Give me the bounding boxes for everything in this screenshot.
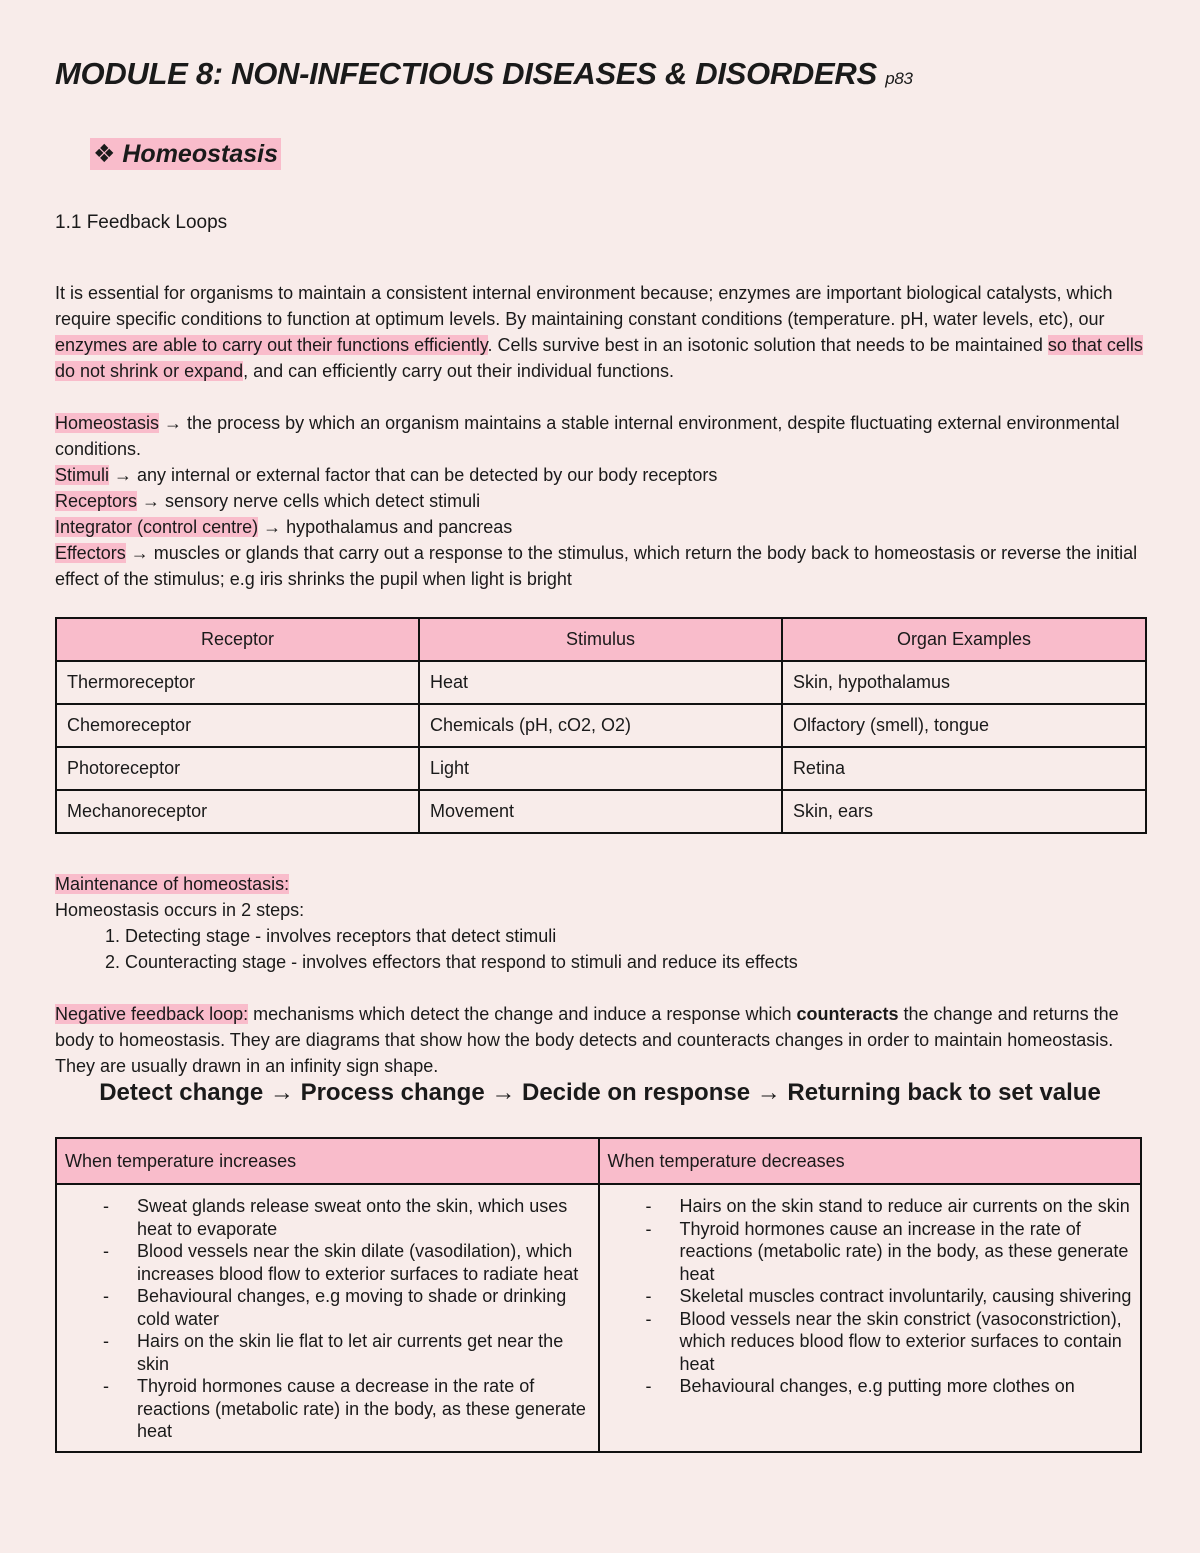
increase-cell: [56, 1184, 599, 1452]
table-cell: Thermoreceptor: [56, 661, 419, 704]
decrease-cell: [599, 1184, 1142, 1452]
negative-bold-word: counteracts: [796, 1004, 899, 1024]
dash-bullet: -: [103, 1286, 109, 1306]
maintenance-section: [55, 871, 1150, 975]
list-item-text: Hairs on the skin lie flat to let air currents get near the skin: [137, 1331, 564, 1374]
definition-integrator: [55, 514, 1150, 540]
dash-bullet: -: [645, 1218, 652, 1239]
definition-term: Stimuli: [55, 465, 110, 485]
list-item: 2. Counteracting stage - involves effectors that respond to stimuli and reduce its effects: [125, 949, 1150, 975]
list-item-text: Sweat glands release sweat onto the skin, which uses heat to evaporate: [137, 1196, 568, 1239]
steps-list: [55, 923, 1150, 975]
receptor-table: [55, 617, 1147, 834]
list-item: [65, 1375, 590, 1443]
table-cell: Light: [419, 747, 782, 790]
list-item-text: Blood vessels near the skin dilate (vasodilation), which increases blood flow to exterior surfaces to radiate heat: [137, 1241, 579, 1284]
column-header: Stimulus: [419, 618, 782, 661]
list-item-text: Behavioural changes, e.g putting more clothes on: [679, 1376, 1075, 1396]
list-item: [65, 1285, 590, 1330]
list-item: [65, 1240, 590, 1285]
temperature-table: [55, 1137, 1142, 1453]
subheading: 1.1 Feedback Loops: [55, 212, 228, 233]
table-header-row: [56, 1138, 1141, 1184]
list-item: [608, 1308, 1133, 1376]
table-cell: Retina: [782, 747, 1146, 790]
intro-paragraph: [55, 280, 1150, 384]
table-header-row: [56, 618, 1146, 661]
intro-text-3: , and can efficiently carry out their individual functions.: [243, 361, 675, 381]
list-item: [65, 1195, 590, 1240]
list-item-text: Thyroid hormones cause a decrease in the rate of reactions (metabolic rate) in the body, as these generate heat: [137, 1376, 586, 1441]
definition-text: → the process by which an organism maintains a stable internal environment, despite fluctuating external environmental conditions.: [55, 413, 1120, 459]
intro-highlight-1: enzymes are able to carry out their functions efficiently: [55, 335, 488, 355]
feedback-flow-line: Detect change → Process change → Decide on response → Returning back to set value: [99, 1079, 1101, 1106]
table-row: [56, 704, 1146, 747]
maintenance-intro: Homeostasis occurs in 2 steps:: [55, 900, 305, 920]
table-row: [56, 1184, 1141, 1452]
table-cell: Chemicals (pH, cO2, O2): [419, 704, 782, 747]
diamond-bullet-icon: ❖: [93, 140, 116, 168]
dash-bullet: -: [645, 1376, 652, 1396]
increase-list: [65, 1195, 590, 1443]
dash-bullet: -: [103, 1376, 109, 1396]
negative-feedback-term: Negative feedback loop:: [55, 1004, 249, 1024]
dash-bullet: -: [645, 1196, 652, 1216]
negative-text-2: the change and returns the body to homeostasis. They are diagrams that show how the body detects and counteracts changes in order to maintain homeostasis. They are usually drawn in an infinity sign shape.: [55, 1004, 1119, 1076]
negative-text-1: mechanisms which detect the change and induce a response which: [248, 1004, 797, 1024]
table-cell: Olfactory (smell), tongue: [782, 704, 1146, 747]
list-item-text: Hairs on the skin stand to reduce air currents on the skin: [679, 1196, 1130, 1216]
negative-feedback-paragraph: [55, 1001, 1150, 1079]
dash-bullet: -: [103, 1331, 109, 1351]
table-row: [56, 747, 1146, 790]
definition-text: → any internal or external factor that can be detected by our body receptors: [109, 465, 718, 485]
list-item-text: Skeletal muscles contract involuntarily, causing shivering: [679, 1286, 1132, 1306]
section-heading-text: Homeostasis: [122, 140, 278, 168]
table-cell: Heat: [419, 661, 782, 704]
table-cell: Skin, hypothalamus: [782, 661, 1146, 704]
column-header: Receptor: [56, 618, 419, 661]
page-reference: p83: [885, 69, 913, 88]
definition-term: Homeostasis: [55, 413, 160, 433]
definition-term: Effectors: [55, 543, 126, 563]
module-title-text: MODULE 8: NON-INFECTIOUS DISEASES & DISORDERS: [55, 56, 877, 91]
maintenance-heading: Maintenance of homeostasis:: [55, 874, 290, 894]
table-cell: Photoreceptor: [56, 747, 419, 790]
list-item: [608, 1218, 1133, 1286]
dash-bullet: -: [103, 1196, 109, 1216]
definition-text: → muscles or glands that carry out a response to the stimulus, which return the body back to homeostasis or reverse the initial effect of the stimulus; e.g iris shrinks the pupil when light is bright: [55, 543, 1138, 589]
list-item-text: Behavioural changes, e.g moving to shade or drinking cold water: [137, 1286, 567, 1329]
definition-term: Integrator (control centre): [55, 517, 259, 537]
table-cell: Skin, ears: [782, 790, 1146, 833]
definition-term: Receptors: [55, 491, 138, 511]
decrease-list: [608, 1195, 1133, 1398]
intro-text-2: . Cells survive best in an isotonic solution that needs to be maintained: [487, 335, 1048, 355]
module-title: [55, 56, 913, 92]
dash-bullet: -: [103, 1241, 109, 1261]
list-item: [608, 1195, 1133, 1218]
list-item-text: Thyroid hormones cause an increase in the rate of reactions (metabolic rate) in the body, as these generate heat: [679, 1218, 1129, 1284]
table-row: [56, 790, 1146, 833]
table-cell: Movement: [419, 790, 782, 833]
intro-highlight-2: so that cells do not shrink or expand: [55, 335, 1143, 381]
definition-effectors: [55, 540, 1150, 592]
table-cell: Mechanoreceptor: [56, 790, 419, 833]
definition-text: → sensory nerve cells which detect stimuli: [137, 491, 481, 511]
definition-homeostasis: [55, 410, 1150, 462]
dash-bullet: -: [645, 1286, 652, 1306]
list-item: [608, 1285, 1133, 1308]
definition-text: → hypothalamus and pancreas: [258, 517, 513, 537]
list-item: [608, 1375, 1133, 1398]
intro-text-1: It is essential for organisms to maintain a consistent internal environment because; enzymes are important biological catalysts, which require specific conditions to function at optimum levels. By maintaining constant conditions (temperature. pH, water levels, etc), our: [55, 283, 1113, 329]
dash-bullet: -: [645, 1308, 652, 1329]
definition-stimuli: [55, 462, 1150, 488]
table-cell: Chemoreceptor: [56, 704, 419, 747]
column-header: Organ Examples: [782, 618, 1146, 661]
column-header: When temperature decreases: [599, 1138, 1142, 1184]
definition-receptors: [55, 488, 1150, 514]
section-heading: [90, 138, 281, 170]
table-row: [56, 661, 1146, 704]
list-item-text: Blood vessels near the skin constrict (vasoconstriction), which reduces blood flow to exterior surfaces to contain heat: [679, 1308, 1122, 1374]
column-header: When temperature increases: [56, 1138, 599, 1184]
definitions-list: [55, 410, 1150, 592]
list-item: [65, 1330, 590, 1375]
list-item: 1. Detecting stage - involves receptors that detect stimuli: [125, 923, 1150, 949]
